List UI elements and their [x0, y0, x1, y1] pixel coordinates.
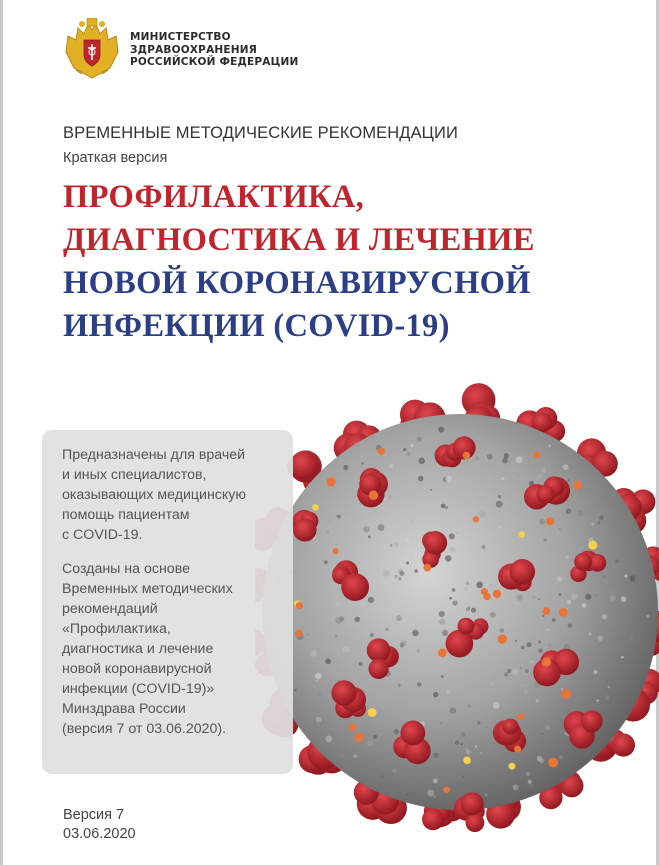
virus-texture-speck	[411, 518, 415, 522]
virus-texture-speck	[594, 670, 598, 674]
virus-texture-speck	[403, 448, 407, 452]
virus-texture-speck	[525, 669, 528, 672]
virus-texture-speck	[516, 753, 519, 756]
virus-particle	[443, 787, 450, 794]
virus-texture-speck	[327, 521, 329, 523]
virus-texture-speck	[318, 692, 321, 695]
version-label: Версия 7	[63, 807, 125, 823]
virus-texture-speck	[409, 556, 414, 561]
virus-texture-speck	[452, 588, 456, 592]
virus-particle	[533, 452, 540, 459]
virus-spike-lobe	[460, 792, 483, 815]
virus-texture-speck	[490, 612, 496, 618]
virus-texture-speck	[460, 732, 465, 737]
virus-texture-speck	[608, 686, 611, 689]
virus-texture-speck	[527, 642, 532, 647]
virus-spike-lobe	[331, 680, 356, 705]
virus-texture-speck	[548, 643, 553, 648]
virus-texture-speck	[521, 646, 525, 650]
virus-particle	[349, 723, 357, 731]
virus-texture-speck	[542, 615, 544, 617]
virus-particle	[514, 746, 521, 753]
info-line: рекомендаций	[62, 601, 158, 617]
coronavirus-illustration	[255, 372, 659, 865]
virus-texture-speck	[330, 565, 334, 569]
title-line: НОВОЙ КОРОНАВИРУСНОЙ	[63, 265, 531, 301]
virus-spike-lobe	[446, 630, 474, 658]
virus-texture-speck	[464, 587, 468, 591]
virus-texture-speck	[365, 631, 368, 634]
virus-texture-speck	[561, 688, 563, 690]
virus-particle	[493, 590, 501, 598]
virus-particle	[573, 481, 582, 490]
document-subtitle: ВРЕМЕННЫЕ МЕТОДИЧЕСКИЕ РЕКОМЕНДАЦИИ	[63, 124, 458, 142]
virus-texture-speck	[493, 702, 500, 709]
virus-texture-speck	[490, 583, 493, 586]
virus-texture-speck	[515, 640, 517, 642]
virus-texture-speck	[433, 795, 436, 798]
info-line: Временных методических	[62, 581, 233, 597]
virus-texture-speck	[324, 560, 328, 564]
ministry-line: РОССИЙСКОЙ ФЕДЕРАЦИИ	[130, 56, 299, 69]
virus-particle	[508, 763, 515, 770]
virus-texture-speck	[339, 753, 344, 758]
virus-texture-speck	[475, 456, 480, 461]
virus-texture-speck	[499, 526, 502, 529]
virus-texture-speck	[537, 474, 542, 479]
virus-particle	[296, 602, 303, 609]
virus-texture-speck	[628, 634, 634, 640]
virus-texture-speck	[418, 458, 424, 464]
info-line: с COVID-19.	[62, 527, 143, 543]
virus-particle	[546, 517, 554, 525]
info-line: новой коронавирусной	[62, 661, 212, 677]
virus-texture-speck	[368, 535, 371, 538]
virus-spike-lobe	[502, 718, 518, 734]
virus-spike-lobe	[400, 721, 425, 746]
virus-texture-speck	[339, 616, 344, 621]
virus-texture-speck	[306, 633, 309, 636]
virus-texture-speck	[453, 601, 457, 605]
virus-texture-speck	[517, 594, 523, 600]
virus-texture-speck	[407, 793, 409, 795]
virus-texture-speck	[311, 650, 318, 657]
virus-texture-speck	[427, 789, 434, 796]
virus-texture-speck	[361, 570, 367, 576]
virus-texture-speck	[426, 662, 429, 665]
virus-texture-speck	[568, 479, 570, 481]
info-line: оказывающих медицинскую	[62, 487, 247, 503]
virus-texture-speck	[541, 733, 543, 735]
virus-texture-speck	[487, 454, 493, 460]
virus-texture-speck	[597, 521, 600, 524]
eagle-emblem-icon	[62, 18, 122, 82]
virus-texture-speck	[462, 776, 464, 778]
virus-texture-speck	[466, 749, 471, 754]
virus-texture-speck	[400, 643, 405, 648]
virus-texture-speck	[406, 562, 409, 565]
virus-texture-speck	[466, 582, 469, 585]
virus-texture-speck	[399, 571, 404, 576]
virus-particle	[438, 648, 447, 657]
virus-texture-speck	[598, 635, 603, 640]
virus-texture-speck	[531, 661, 534, 664]
virus-texture-speck	[337, 514, 341, 518]
virus-texture-speck	[629, 575, 635, 581]
virus-spike-lobe	[574, 553, 592, 571]
virus-texture-speck	[316, 717, 322, 723]
virus-texture-speck	[450, 707, 457, 714]
virus-spike-lobe	[341, 573, 369, 601]
virus-particle	[369, 490, 378, 499]
virus-texture-speck	[343, 646, 350, 653]
virus-texture-speck	[477, 721, 481, 725]
info-box	[42, 430, 293, 774]
virus-texture-speck	[294, 689, 297, 692]
virus-texture-speck	[392, 768, 397, 773]
virus-texture-speck	[589, 633, 592, 636]
virus-particle	[312, 504, 318, 510]
virus-texture-speck	[363, 526, 369, 532]
virus-texture-speck	[523, 689, 529, 695]
virus-body	[262, 414, 658, 810]
virus-texture-speck	[504, 453, 509, 458]
virus-texture-speck	[605, 695, 610, 700]
virus-spike-lobe	[293, 518, 316, 541]
virus-texture-speck	[594, 594, 597, 597]
virus-spike-lobe	[367, 638, 391, 662]
virus-texture-speck	[492, 682, 494, 684]
virus-texture-speck	[604, 579, 610, 585]
virus-texture-speck	[507, 669, 511, 673]
virus-texture-speck	[438, 426, 444, 432]
virus-texture-speck	[441, 675, 444, 678]
info-paragraph-purpose	[62, 445, 246, 545]
virus-texture-speck	[500, 628, 505, 633]
virus-texture-speck	[568, 623, 573, 628]
virus-texture-speck	[355, 617, 360, 622]
virus-particle	[559, 608, 568, 617]
info-line: диагностика и лечение	[62, 641, 214, 657]
virus-texture-speck	[557, 453, 562, 458]
virus-texture-speck	[398, 577, 401, 580]
virus-texture-speck	[398, 684, 401, 687]
virus-particle	[378, 448, 385, 455]
virus-texture-speck	[561, 575, 566, 580]
virus-texture-speck	[412, 630, 419, 637]
virus-texture-speck	[354, 755, 357, 758]
virus-texture-speck	[568, 627, 572, 631]
virus-texture-speck	[536, 699, 539, 702]
virus-texture-speck	[370, 633, 374, 637]
virus-texture-speck	[518, 474, 520, 476]
virus-spike-lobe	[510, 559, 536, 585]
virus-particle	[355, 733, 364, 742]
virus-spike-lobe	[537, 485, 555, 503]
virus-texture-speck	[621, 596, 626, 601]
virus-texture-speck	[544, 538, 547, 541]
virus-texture-speck	[405, 537, 409, 541]
virus-texture-speck	[433, 753, 439, 759]
virus-texture-speck	[569, 619, 571, 621]
virus-texture-speck	[481, 449, 484, 452]
virus-particle	[542, 607, 550, 615]
virus-texture-speck	[645, 584, 647, 586]
virus-texture-speck	[373, 735, 377, 739]
virus-texture-speck	[516, 456, 523, 463]
virus-texture-speck	[597, 488, 604, 495]
virus-texture-speck	[449, 597, 452, 600]
virus-texture-speck	[325, 658, 331, 664]
virus-texture-speck	[538, 648, 543, 653]
document-title	[63, 176, 535, 348]
virus-particle	[463, 757, 471, 765]
virus-particle	[542, 657, 551, 666]
virus-texture-speck	[439, 611, 445, 617]
info-line: Минздрава России	[62, 701, 186, 717]
virus-particle	[498, 634, 507, 643]
virus-texture-speck	[511, 668, 518, 675]
virus-texture-speck	[315, 673, 321, 679]
virus-texture-speck	[433, 778, 438, 783]
virus-texture-speck	[526, 772, 531, 777]
virus-texture-speck	[479, 511, 486, 518]
virus-texture-speck	[592, 611, 594, 613]
virus-texture-speck	[467, 606, 471, 610]
virus-texture-speck	[439, 619, 445, 625]
virus-texture-speck	[418, 476, 424, 482]
virus-spike-lobe	[290, 451, 318, 479]
virus-texture-speck	[548, 445, 551, 448]
info-paragraph-source	[62, 559, 233, 739]
virus-texture-speck	[538, 598, 540, 600]
virus-texture-speck	[558, 528, 560, 530]
virus-texture-speck	[414, 569, 418, 573]
virus-texture-speck	[545, 725, 550, 730]
virus-texture-speck	[480, 752, 483, 755]
virus-texture-speck	[565, 555, 569, 559]
virus-texture-speck	[571, 594, 578, 601]
virus-texture-speck	[315, 680, 317, 682]
info-line: и иных специалистов,	[62, 467, 207, 483]
virus-texture-speck	[559, 755, 563, 759]
virus-texture-speck	[445, 476, 451, 482]
virus-texture-speck	[335, 602, 341, 608]
virus-texture-speck	[449, 533, 455, 539]
virus-particle	[326, 477, 335, 486]
info-line: Созданы на основе	[62, 561, 190, 577]
virus-spike-lobe	[424, 531, 448, 555]
virus-texture-speck	[564, 624, 566, 626]
title-line: ДИАГНОСТИКА И ЛЕЧЕНИЕ	[63, 222, 535, 258]
virus-particle	[518, 713, 525, 720]
virus-texture-speck	[528, 780, 532, 784]
virus-texture-speck	[520, 667, 522, 669]
virus-spike-lobe	[457, 618, 474, 635]
virus-texture-speck	[481, 545, 485, 549]
virus-texture-speck	[327, 531, 329, 533]
virus-texture-speck	[537, 756, 542, 761]
virus-texture-speck	[388, 495, 391, 498]
virus-spike-lobe	[422, 808, 444, 830]
virus-texture-speck	[383, 570, 390, 577]
virus-texture-speck	[496, 501, 503, 508]
virus-particle	[588, 541, 597, 550]
virus-texture-speck	[394, 575, 397, 578]
virus-texture-speck	[384, 577, 387, 580]
virus-texture-speck	[498, 495, 501, 498]
virus-texture-speck	[343, 465, 348, 470]
virus-texture-speck	[445, 555, 451, 561]
virus-particle	[333, 548, 339, 554]
virus-texture-speck	[359, 662, 363, 666]
ministry-line: ЗДРАВООХРАНЕНИЯ	[130, 43, 258, 56]
virus-texture-speck	[417, 437, 422, 442]
virus-texture-speck	[322, 636, 324, 638]
virus-texture-speck	[379, 522, 381, 524]
virus-particle	[518, 531, 524, 537]
virus-texture-speck	[501, 477, 504, 480]
virus-texture-speck	[566, 508, 572, 514]
virus-texture-speck	[455, 741, 459, 745]
virus-particle	[423, 564, 431, 572]
virus-texture-speck	[602, 575, 606, 579]
virus-texture-speck	[521, 684, 524, 687]
virus-texture-speck	[513, 601, 515, 603]
short-version-label: Краткая версия	[63, 150, 168, 166]
virus-texture-speck	[378, 524, 385, 531]
virus-texture-speck	[563, 464, 569, 470]
version-date: 03.06.2020	[63, 826, 136, 842]
virus-particle	[481, 588, 488, 595]
virus-texture-speck	[394, 729, 399, 734]
virus-texture-speck	[621, 656, 624, 659]
virus-spike-lobe	[612, 733, 635, 756]
virus-texture-speck	[360, 602, 366, 608]
info-line: «Профилактика,	[62, 621, 171, 637]
virus-texture-speck	[417, 649, 420, 652]
virus-spike-lobe	[465, 813, 484, 832]
virus-texture-speck	[417, 682, 421, 686]
virus-texture-speck	[389, 610, 392, 613]
virus-texture-speck	[433, 692, 438, 697]
virus-texture-speck	[381, 775, 384, 778]
virus-texture-speck	[368, 597, 374, 603]
virus-texture-speck	[541, 468, 546, 473]
virus-particle	[561, 689, 571, 699]
virus-texture-speck	[646, 615, 649, 618]
virus-particle	[548, 758, 558, 768]
virus-texture-speck	[396, 615, 402, 621]
virus-texture-speck	[456, 532, 458, 534]
info-line: помощь пациентам	[62, 507, 190, 523]
page-edge-left	[0, 0, 3, 865]
virus-particle	[473, 516, 479, 522]
info-line: (версия 7 от 03.06.2020).	[62, 721, 227, 737]
ministry-header	[62, 18, 299, 82]
title-line: ИНФЕКЦИИ (COVID-19)	[63, 308, 450, 344]
ministry-line: МИНИСТЕРСТВО	[130, 31, 231, 44]
virus-texture-speck	[389, 464, 393, 468]
virus-texture-speck	[442, 630, 448, 636]
virus-texture-speck	[609, 590, 613, 594]
virus-texture-speck	[325, 735, 332, 742]
virus-texture-speck	[513, 784, 519, 790]
virus-texture-speck	[582, 603, 587, 608]
virus-texture-speck	[552, 618, 556, 622]
virus-texture-speck	[591, 523, 594, 526]
virus-texture-speck	[476, 581, 483, 588]
virus-texture-speck	[585, 594, 591, 600]
virus-texture-speck	[602, 614, 607, 619]
virus-texture-speck	[471, 608, 476, 613]
virus-texture-speck	[504, 672, 508, 676]
virus-texture-speck	[447, 690, 450, 693]
virus-texture-speck	[538, 641, 541, 644]
virus-particle	[368, 708, 377, 717]
virus-texture-speck	[361, 462, 364, 465]
virus-texture-speck	[615, 559, 619, 563]
virus-particle	[463, 452, 471, 460]
virus-texture-speck	[390, 544, 393, 547]
virus-texture-speck	[610, 595, 616, 601]
title-line: ПРОФИЛАКТИКА,	[63, 179, 365, 215]
virus-texture-speck	[502, 458, 508, 464]
virus-texture-speck	[440, 722, 443, 725]
virus-texture-speck	[445, 506, 449, 510]
virus-texture-speck	[467, 704, 470, 707]
virus-texture-speck	[475, 746, 477, 748]
virus-texture-speck	[624, 574, 627, 577]
virus-texture-speck	[406, 452, 411, 457]
virus-texture-speck	[410, 444, 413, 447]
virus-texture-speck	[559, 593, 562, 596]
info-line: инфекции (COVID-19)»	[62, 681, 215, 697]
virus-particle	[295, 630, 302, 637]
virus-texture-speck	[484, 793, 488, 797]
virus-texture-speck	[596, 699, 599, 702]
virus-texture-speck	[533, 464, 538, 469]
virus-texture-speck	[449, 547, 455, 553]
virus-texture-speck	[430, 489, 432, 491]
virus-texture-speck	[460, 743, 463, 746]
virus-texture-speck	[567, 600, 571, 604]
virus-texture-speck	[394, 542, 399, 547]
version-info	[63, 806, 136, 844]
virus-texture-speck	[578, 510, 584, 516]
virus-texture-speck	[367, 741, 373, 747]
virus-texture-speck	[547, 629, 549, 631]
virus-texture-speck	[532, 596, 535, 599]
ministry-name	[130, 31, 299, 69]
virus-spike-lobe	[581, 710, 603, 732]
virus-texture-speck	[373, 717, 379, 723]
virus-texture-speck	[385, 628, 389, 632]
virus-texture-speck	[335, 635, 338, 638]
virus-texture-speck	[599, 515, 603, 519]
info-line: Предназначены для врачей	[62, 447, 246, 463]
virus-texture-speck	[539, 519, 545, 525]
virus-spike-lobe	[369, 659, 389, 679]
